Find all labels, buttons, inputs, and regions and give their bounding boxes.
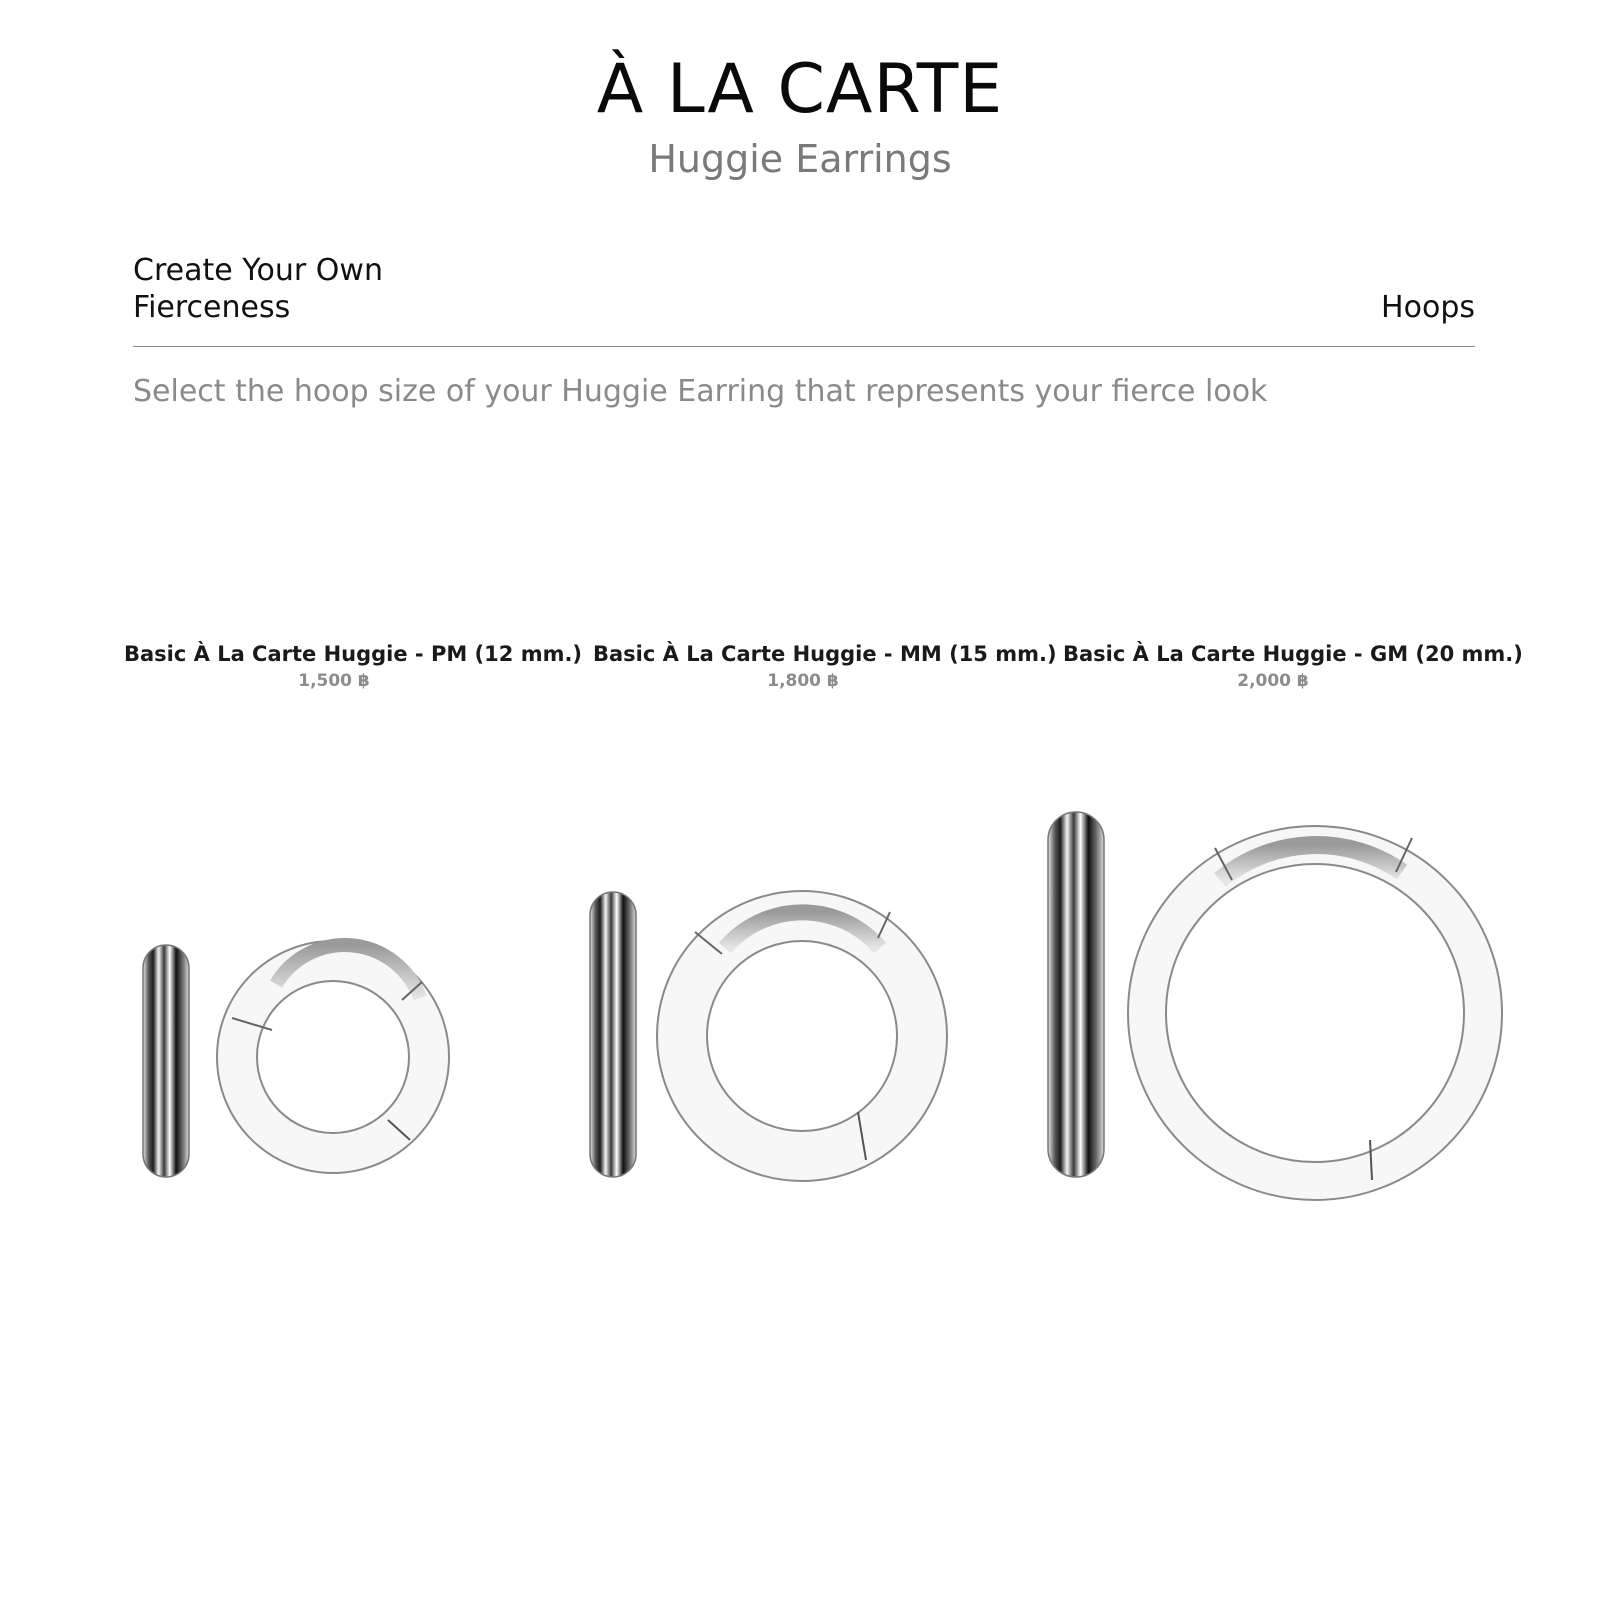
- product-name[interactable]: Basic À La Carte Huggie - GM (20 mm.): [1063, 642, 1523, 666]
- hoop-mm-image: [590, 892, 922, 1177]
- hoop-gm-image: [1048, 812, 1483, 1181]
- product-price: 1,500 ฿: [298, 671, 370, 691]
- category-label[interactable]: Hoops: [1381, 290, 1475, 325]
- hoop-pm-image: [143, 945, 429, 1177]
- hoop-mm-side-view: [590, 892, 636, 1177]
- hoop-pm-side-view: [143, 945, 189, 1177]
- section-title-line-1: Create Your Own: [133, 253, 383, 288]
- product-price: 2,000 ฿: [1237, 671, 1309, 691]
- product-price: 1,800 ฿: [767, 671, 839, 691]
- product-name[interactable]: Basic À La Carte Huggie - PM (12 mm.): [124, 642, 583, 666]
- section-title-line-2: Fierceness: [133, 290, 291, 325]
- brand-subtitle: Huggie Earrings: [648, 137, 952, 181]
- brand-title: À LA CARTE: [596, 50, 1004, 129]
- hoop-gm-side-view: [1048, 812, 1104, 1177]
- product-name[interactable]: Basic À La Carte Huggie - MM (15 mm.): [593, 642, 1057, 666]
- instruction-text: Select the hoop size of your Huggie Earring that represents your fierce look: [133, 374, 1268, 409]
